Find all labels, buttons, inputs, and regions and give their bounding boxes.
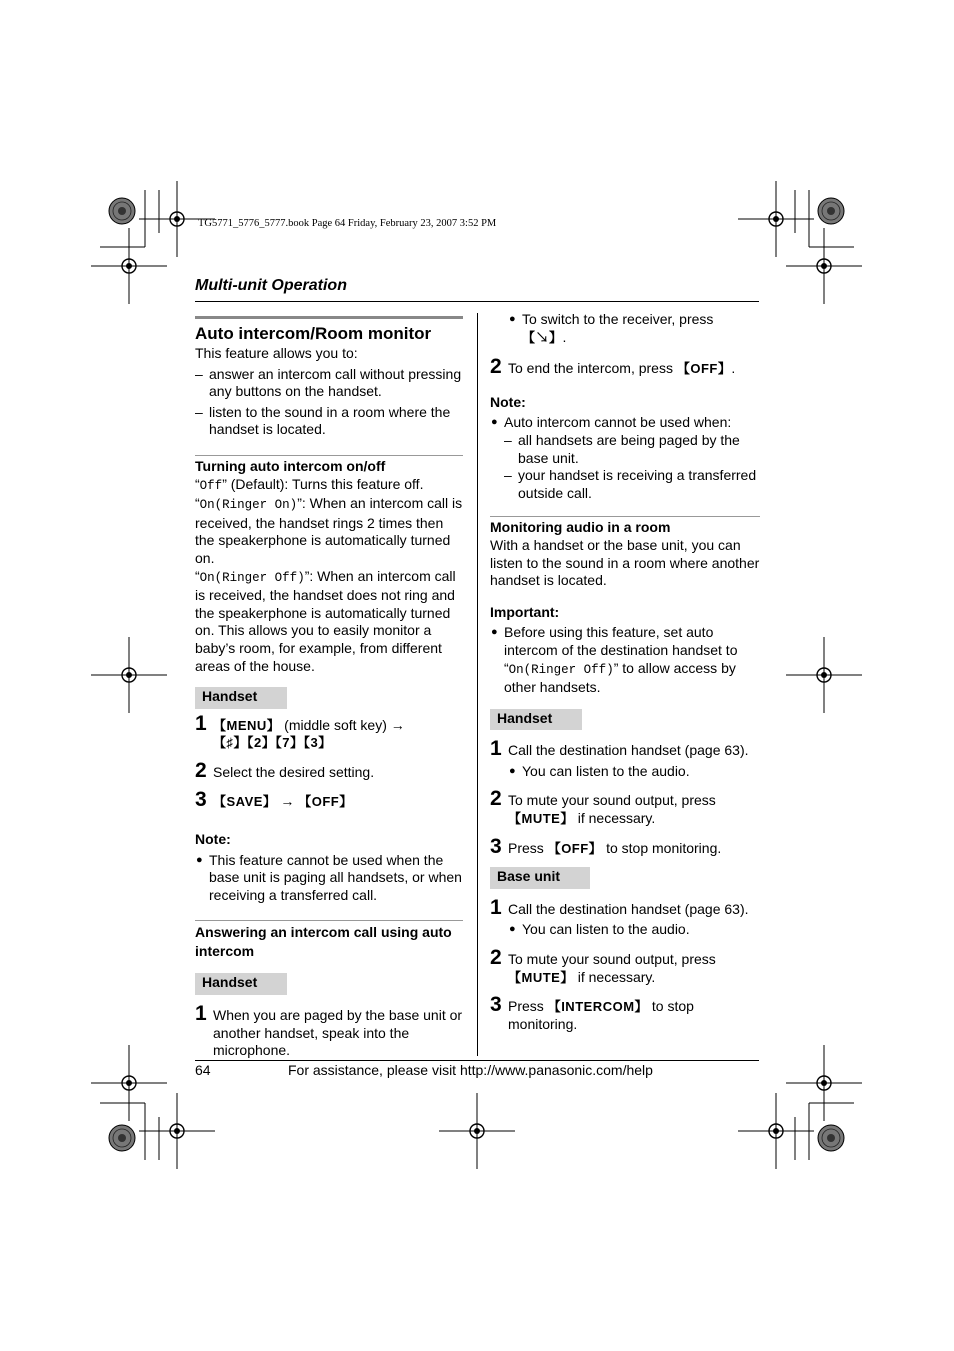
step-2: 2 To end the intercom, press 【OFF】. [490,355,736,379]
option-ringer-on: “On(Ringer On)”: When an intercom call is received, the handset rings 2 times then the speakerphone is automatically turned on. [195,495,463,566]
mute-key: 【MUTE】 [508,811,574,827]
important-heading: Important: [490,603,560,620]
step-1: 1 【MENU】 (middle soft key) → 【♯】【2】【7】【3】 [195,711,405,751]
step-3: 3 Press 【OFF】 to stop monitoring. [490,834,722,858]
off-key: 【OFF】 [298,794,353,810]
menu-key: 【MENU】 [213,717,281,733]
step-3: 3 Press 【INTERCOM】 to stop monitoring. [490,993,694,1032]
right-column [490,311,760,1033]
list-item: – listen to the sound in a room where the handset is located. [195,403,451,438]
step-3: 3 【SAVE】 → 【OFF】 [195,788,353,812]
step-1: 1 When you are paged by the base unit or another handset, speak into the microphone. [195,1002,463,1059]
left-column [195,316,463,1060]
note-item: ● This feature cannot be used when the base unit is paging all handsets, or when receiving a transferred call. [196,851,462,903]
intercom-key: 【INTERCOM】 [547,999,649,1015]
important-item: ● Before using this feature, set auto intercom of the destination handset to “On(Ringer Off)” to allow access by other handsets. [491,624,738,696]
note-item: ● Auto intercom cannot be used when: [491,414,732,431]
footer-help-text: For assistance, please visit http://www.panasonic.com/help [288,1062,653,1078]
header-rule [195,301,759,302]
talk-key: 【↘】 [522,329,563,345]
handset-label: Handset [195,687,287,709]
bullet-icon: ● [196,853,203,866]
step-2: 2 To mute your sound output, press 【MUTE】 if necessary. [490,787,716,827]
subsection-monitoring [490,516,760,589]
bullet-icon: ● [509,313,516,325]
note-heading: Note: [195,831,231,848]
subsection-answering [195,920,463,961]
list-item: – your handset is receiving a transferred outside call. [504,467,757,501]
page-heading: Auto intercom/Room monitor [195,324,432,343]
bullet-icon: ● [509,764,516,777]
step-2: 2 Select the desired setting. [195,758,375,782]
step-1: 1 Call the destination handset (page 63). [490,737,749,761]
step-1: 1 Call the destination handset (page 63). [490,895,749,919]
book-info-line: TG5771_5776_5777.book Page 64 Friday, February 23, 2007 3:52 PM [198,218,497,229]
subsection-heading: Monitoring audio in a room [490,519,671,536]
bullet-icon: ● [491,416,498,429]
bullet-icon: ● [509,923,516,936]
title-rule [195,316,463,345]
monitoring-text: With a handset or the base unit, you can listen to the sound in a room where another handset is located. [490,536,760,589]
key-sequence: 【♯】【2】【7】【3】 [213,735,332,751]
bullet-icon: ● [491,626,498,639]
arrow-icon: → [276,793,299,810]
section-title: Multi-unit Operation [195,277,347,294]
intro-text: This feature allows you to: [195,345,358,361]
handset-label: Handset [195,973,287,995]
note-heading: Note: [490,393,526,410]
switch-receiver-item: ● To switch to the receiver, press 【↘】. [509,311,714,345]
off-key: 【OFF】 [676,361,732,377]
handset-label: Handset [490,709,582,731]
column-divider [477,313,478,1056]
off-key: 【OFF】 [547,840,603,856]
mute-key: 【MUTE】 [508,969,574,985]
save-key: 【SAVE】 [213,794,277,810]
footer-rule [195,1060,759,1061]
step-2: 2 To mute your sound output, press 【MUTE】 if necessary. [490,946,716,985]
option-off: “Off” (Default): Turns this feature off. [195,475,424,493]
subsection-heading: Answering an intercom call using auto intercom [195,924,452,960]
step-sub-item: ● You can listen to the audio. [509,921,690,938]
base-unit-label: Base unit [490,867,590,889]
list-item: – answer an intercom call without pressing any buttons on the handset. [195,365,462,400]
page-number: 64 [195,1062,211,1078]
option-ringer-off: “On(Ringer Off)”: When an intercom call is received, the handset does not ring and the speakerphone is automatically turned on. This allows you to easily monitor a baby’s room, for example, from different areas of the house. [195,567,456,674]
step-sub-item: ● You can listen to the audio. [509,762,690,779]
arrow-icon: → [390,716,405,733]
subsection-heading: Turning auto intercom on/off [195,457,386,474]
subsection-turning [195,455,463,675]
list-item: – all handsets are being paged by the base unit. [504,431,740,466]
